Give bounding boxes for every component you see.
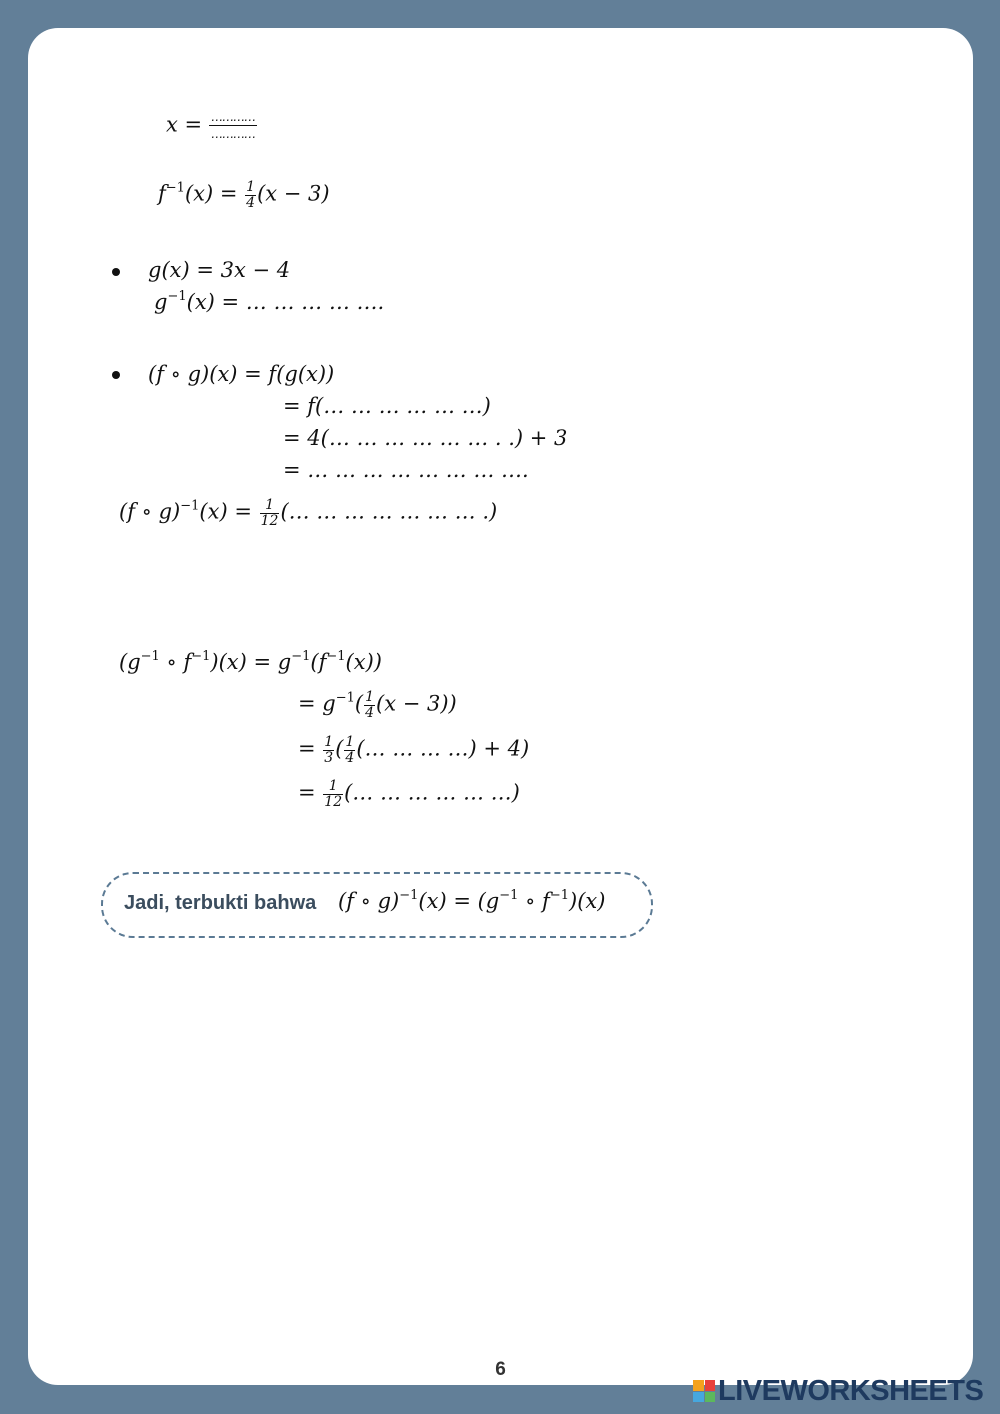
- liveworksheets-icon: [693, 1380, 715, 1402]
- equation-fog-line-4[interactable]: = … … … … … … … ….: [283, 458, 529, 482]
- g-symbol: g: [154, 290, 168, 314]
- g-inverse-blank[interactable]: (x) = … … … … ….: [186, 290, 385, 314]
- g-symbol: (g: [119, 650, 141, 674]
- inverse-superscript: −1: [191, 649, 211, 664]
- fog-symbol: (f ∘ g): [119, 499, 181, 524]
- equation-fog-line-3[interactable]: = 4(… … … … … … . .) + 3: [283, 426, 568, 450]
- equation-fog-line-2[interactable]: = f(… … … … … …): [283, 394, 491, 418]
- conclusion-equation: [338, 889, 605, 913]
- line-3-blank[interactable]: (… … … …) + 4): [356, 736, 530, 761]
- fraction-one-quarter: [245, 180, 256, 210]
- closing-arg: (x)): [345, 650, 382, 674]
- inverse-superscript: −1: [326, 649, 346, 664]
- inverse-superscript: −1: [549, 888, 569, 903]
- fog-inverse-arg: (x) =: [199, 499, 259, 524]
- equation-x-lhs: x =: [166, 112, 209, 137]
- equation-fog-line-1: (f ∘ g)(x) = f(g(x)): [148, 362, 335, 386]
- fog-inverse-blank[interactable]: (… … … … … … … .): [280, 499, 498, 524]
- fraction-denominator: 4: [365, 704, 375, 721]
- inverse-superscript: −1: [180, 498, 200, 514]
- inverse-superscript: −1: [167, 289, 187, 304]
- f-symbol: (f: [310, 650, 327, 674]
- fraction-one-quarter: [344, 735, 355, 765]
- compose-f-symbol: ∘ f: [159, 650, 192, 674]
- inverse-superscript: −1: [335, 690, 355, 706]
- fraction-denominator: 4: [345, 749, 355, 766]
- compose-f-symbol: ∘ f: [518, 889, 550, 913]
- bullet-icon: [112, 268, 120, 276]
- fraction-denominator-blank[interactable]: …………: [210, 127, 255, 142]
- open-paren: (: [354, 691, 364, 716]
- inverse-superscript: −1: [291, 649, 311, 664]
- equation-ginv-finv-line-1: [119, 649, 382, 674]
- equation-g-definition: g(x) = 3x − 4: [148, 258, 291, 282]
- equation-f-inverse: [158, 180, 330, 210]
- liveworksheets-logo[interactable]: [693, 1376, 983, 1406]
- bullet-icon: [112, 371, 120, 379]
- equation-g-inverse: [154, 289, 385, 314]
- equation-fog-inverse: [119, 498, 497, 528]
- fraction-numerator: 1: [246, 179, 256, 195]
- page-number: 6: [495, 1359, 506, 1380]
- icon-square: [705, 1392, 716, 1403]
- fraction-denominator: 4: [246, 194, 256, 211]
- inverse-superscript: −1: [499, 888, 519, 903]
- worksheet-page: [28, 28, 973, 1385]
- closing-arg: )(x): [569, 889, 606, 913]
- liveworksheets-brand-text: LIVEWORKSHEETS: [718, 1374, 984, 1407]
- fraction-one-twelfth: [260, 498, 280, 528]
- fog-symbol: (f ∘ g): [338, 889, 400, 913]
- equation-ginv-finv-line-3: [298, 735, 529, 765]
- f-inverse-arg: (x) =: [184, 181, 245, 206]
- fraction-numerator-blank[interactable]: …………: [209, 110, 257, 126]
- fraction-one-twelfth: [323, 779, 343, 809]
- equals-g-symbol: = g: [298, 691, 336, 716]
- conclusion-text: Jadi, terbukti bahwa: [124, 892, 317, 914]
- fraction-numerator: 1: [365, 689, 375, 705]
- inverse-superscript: −1: [165, 180, 185, 196]
- equals-g-symbol: )(x) = g: [210, 650, 292, 674]
- fraction-one-quarter: [364, 690, 375, 720]
- equation-ginv-finv-line-2: [298, 690, 457, 720]
- icon-square: [693, 1392, 704, 1403]
- equals-g-symbol: (x) = (g: [418, 889, 500, 913]
- answer-fraction-blank[interactable]: [209, 110, 257, 142]
- icon-square: [693, 1380, 704, 1391]
- equals-sign: =: [298, 780, 323, 805]
- fraction-denominator: 3: [324, 749, 334, 766]
- line-4-blank[interactable]: (… … … … … …): [344, 780, 520, 805]
- fraction-numerator: 1: [260, 498, 280, 514]
- equation-ginv-finv-line-4: [298, 779, 520, 809]
- fraction-denominator: 12: [324, 793, 343, 810]
- fraction-numerator: 1: [323, 779, 343, 795]
- f-inverse-rhs: (x − 3): [257, 181, 330, 206]
- f-symbol: f: [158, 181, 166, 206]
- equation-x: [166, 110, 257, 142]
- open-paren: (: [335, 736, 344, 761]
- equals-sign: =: [298, 736, 323, 761]
- inverse-superscript: −1: [399, 888, 419, 903]
- inverse-superscript: −1: [140, 649, 160, 664]
- line-2-rhs: (x − 3)): [376, 691, 457, 716]
- icon-square: [705, 1380, 716, 1391]
- fraction-denominator: 12: [260, 512, 279, 529]
- fraction-one-third: [323, 735, 334, 765]
- fraction-numerator: 1: [345, 734, 355, 750]
- fraction-numerator: 1: [324, 734, 334, 750]
